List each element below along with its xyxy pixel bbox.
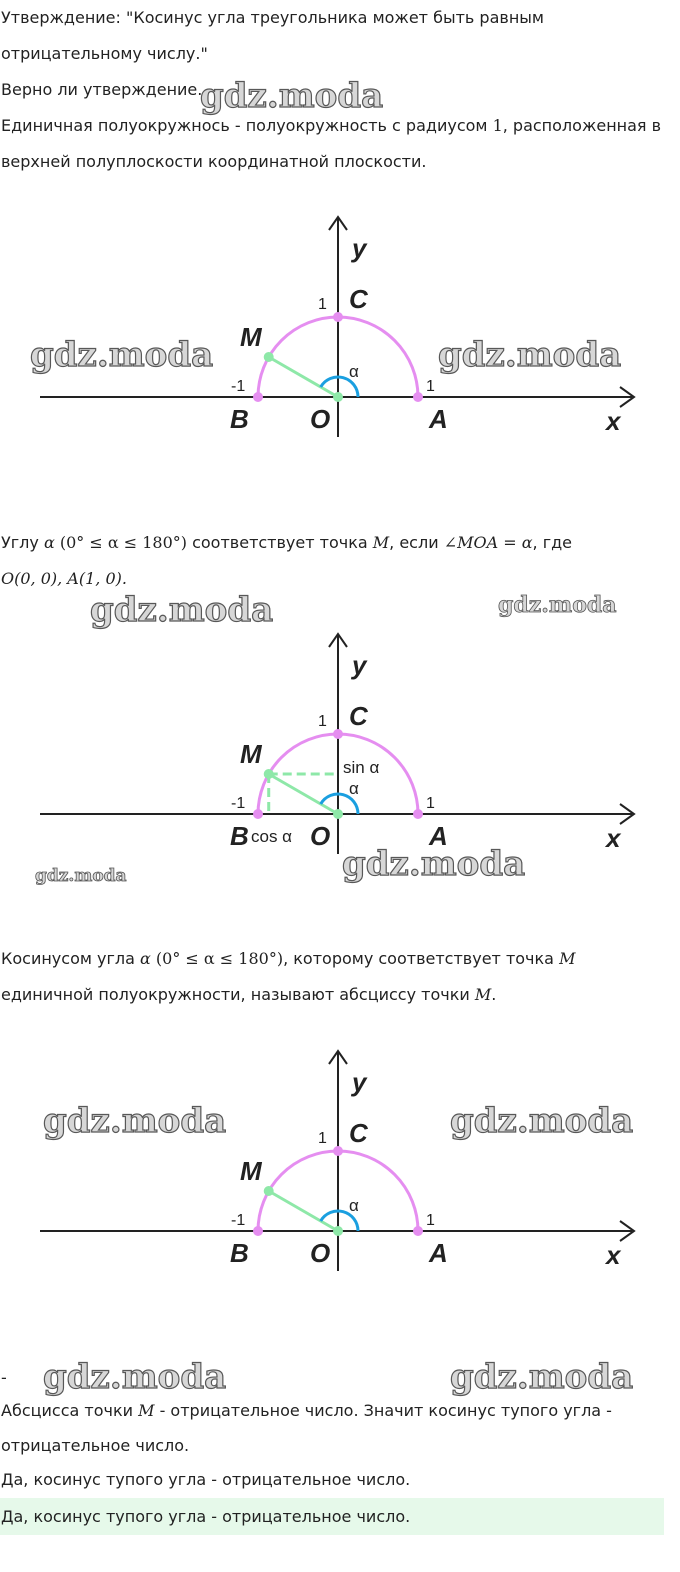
watermark: gdz.moda <box>498 592 617 618</box>
answer-text: Да, косинус тупого угла - отрицательное число. <box>1 1507 411 1526</box>
conclusion-text-b: - отрицательное число. Значит косинус тупого угла - <box>154 1401 612 1420</box>
point-o <box>333 809 343 819</box>
label-b: B <box>230 404 249 434</box>
cosine-def-line-2 <box>0 985 680 1005</box>
point-o <box>333 1226 343 1236</box>
conclusion-line-2 <box>0 1436 680 1456</box>
label-alpha: α <box>349 362 359 381</box>
watermark: gdz.moda <box>35 866 127 886</box>
label-alpha: α <box>349 779 359 798</box>
label-x: x <box>606 1240 621 1270</box>
label-alpha: α <box>349 1196 359 1215</box>
watermark: gdz.moda <box>438 335 622 375</box>
label-b: B <box>230 1238 249 1268</box>
diagram-2 <box>0 617 680 867</box>
point-a <box>413 809 423 819</box>
coordinates-text: O(0, 0), A(1, 0). <box>1 569 127 588</box>
label-minus-one: -1 <box>231 1212 246 1229</box>
point-c <box>333 1146 343 1156</box>
watermark: gdz.moda <box>90 590 274 630</box>
definition-text-1: Единичная полуокружнось - полуокружность с радиусом <box>1 116 493 135</box>
definition-text-2: верхней полуплоскости координатной плоскости. <box>1 152 427 171</box>
diagram-3 <box>0 1034 680 1284</box>
angle-line-2 <box>0 569 680 589</box>
definition-line-2 <box>0 152 680 172</box>
cosine-text-c: единичной полуокружности, называют абсциссу точки <box>1 985 475 1004</box>
point-b <box>253 392 263 402</box>
watermark: gdz.moda <box>342 844 526 884</box>
label-o: O <box>310 404 331 434</box>
watermark: gdz.moda <box>43 1357 227 1397</box>
label-y: y <box>352 650 367 680</box>
watermark: gdz.moda <box>43 1101 227 1141</box>
label-m: M <box>240 739 262 769</box>
point-m-symbol: M <box>138 1401 155 1420</box>
point-b <box>253 809 263 819</box>
angle-text-b: соответствует точка <box>192 533 373 552</box>
statement-text-1: Утверждение: "Косинус угла треугольника может быть равным <box>1 8 544 27</box>
radius-om <box>269 774 338 814</box>
label-one-x: 1 <box>426 795 435 812</box>
point-m <box>264 352 274 362</box>
conclusion-line-3 <box>0 1470 680 1490</box>
angle-line-1 <box>0 533 680 553</box>
label-cos: cos α <box>251 827 293 846</box>
watermark: gdz.moda <box>200 76 384 116</box>
label-b: B <box>230 821 249 851</box>
conclusion-text-d: Да, косинус тупого угла - отрицательное число. <box>1 1470 411 1489</box>
cosine-text-b: , которому соответствует точка <box>283 949 560 968</box>
cosine-text-a: Косинусом угла <box>1 949 141 968</box>
statement-line-2 <box>0 44 680 64</box>
dash-text: - <box>1 1368 7 1387</box>
point-c <box>333 312 343 322</box>
label-one-y: 1 <box>318 1130 327 1147</box>
definition-line-1 <box>0 116 680 136</box>
label-m: M <box>240 1156 262 1186</box>
point-m-symbol: M <box>372 533 390 552</box>
label-c: C <box>349 701 368 731</box>
statement-text-2: отрицательному числу." <box>1 44 208 63</box>
label-c: C <box>349 1118 368 1148</box>
diagram-1 <box>0 200 680 450</box>
point-m <box>264 1186 274 1196</box>
label-a: A <box>429 404 448 434</box>
label-one-x: 1 <box>426 1212 435 1229</box>
definition-text-1b: , расположенная в <box>502 116 662 135</box>
angle-range: (0° ≤ α ≤ 180°) <box>54 533 193 552</box>
point-o <box>333 392 343 402</box>
question-text: Верно ли утверждение. <box>1 80 203 99</box>
angle-text-d: , где <box>532 533 573 552</box>
period: . <box>491 985 497 1004</box>
label-sin: sin α <box>343 758 380 777</box>
watermark: gdz.moda <box>450 1101 634 1141</box>
label-one-y: 1 <box>318 713 327 730</box>
angle-expression: ∠MOA = α <box>443 533 533 552</box>
conclusion-line-1 <box>0 1401 680 1421</box>
cosine-range: (0° ≤ α ≤ 180°) <box>150 949 284 968</box>
label-one-y: 1 <box>318 296 327 313</box>
cosine-def-line-1 <box>0 949 680 969</box>
alpha-symbol: α <box>43 533 55 552</box>
label-a: A <box>429 821 448 851</box>
label-minus-one: -1 <box>231 795 246 812</box>
label-o: O <box>310 1238 331 1268</box>
label-y: y <box>352 233 367 263</box>
point-m <box>264 769 274 779</box>
angle-text-c: , если <box>389 533 444 552</box>
label-minus-one: -1 <box>231 378 246 395</box>
point-m-symbol: M <box>474 985 492 1004</box>
point-c <box>333 729 343 739</box>
point-a <box>413 1226 423 1236</box>
point-b <box>253 1226 263 1236</box>
point-m-symbol: M <box>559 949 576 968</box>
label-m: M <box>240 322 262 352</box>
radius-om <box>269 1191 338 1231</box>
label-x: x <box>606 406 621 436</box>
radius-om <box>269 357 338 397</box>
statement-line-1 <box>0 8 680 28</box>
answer-line <box>0 1507 680 1527</box>
label-c: C <box>349 284 368 314</box>
label-o: O <box>310 821 331 851</box>
alpha-symbol: α <box>140 949 151 968</box>
angle-text-a: Углу <box>1 533 44 552</box>
radius-value: 1 <box>492 116 503 135</box>
label-a: A <box>429 1238 448 1268</box>
label-x: x <box>606 823 621 853</box>
conclusion-text-a: Абсцисса точки <box>1 1401 139 1420</box>
point-a <box>413 392 423 402</box>
label-one-x: 1 <box>426 378 435 395</box>
label-y: y <box>352 1067 367 1097</box>
watermark: gdz.moda <box>450 1357 634 1397</box>
conclusion-text-c: отрицательное число. <box>1 1436 190 1455</box>
watermark: gdz.moda <box>30 335 214 375</box>
